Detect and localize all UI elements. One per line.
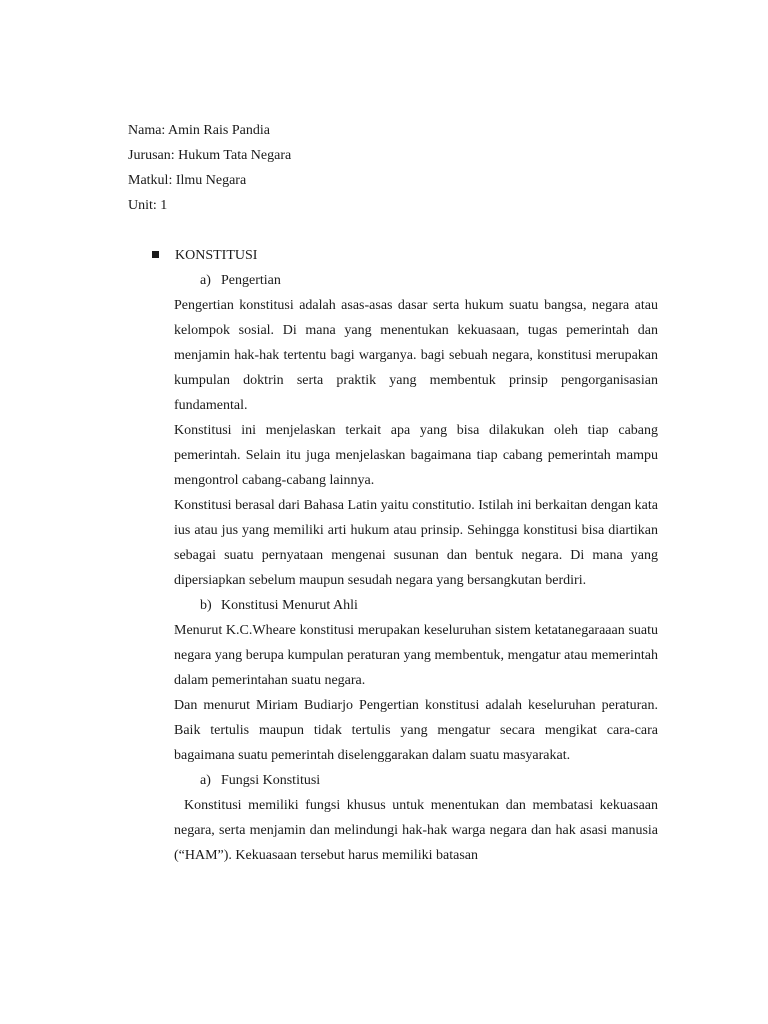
student-major: Jurusan: Hukum Tata Negara <box>128 148 292 163</box>
subheading-letter: a) <box>200 273 211 288</box>
paragraph: Menurut K.C.Wheare konstitusi merupakan keseluruhan sistem ketatanegaraaan suatu negara yang berupa kumpulan peraturan yang membentuk, mengatur atau memerintah dalam pemerintahan suatu negara. <box>174 623 658 688</box>
subheading-pengertian <box>174 268 658 293</box>
section-title: KONSTITUSI <box>175 248 258 263</box>
section-body <box>174 268 658 868</box>
subheading-letter: a) <box>200 773 211 788</box>
subheading-title: Fungsi Konstitusi <box>221 773 321 788</box>
paragraph: Konstitusi memiliki fungsi khusus untuk menentukan dan membatasi kekuasaan negara, serta menjamin dan melindungi hak-hak warga negara dan hak asasi manusia (“HAM”). Kekuasaan tersebut harus memiliki batasan <box>174 798 658 863</box>
course-name: Matkul: Ilmu Negara <box>128 173 247 188</box>
subheading-title: Pengertian <box>221 273 281 288</box>
subheading-letter: b) <box>200 598 212 613</box>
paragraph: Pengertian konstitusi adalah asas-asas dasar serta hukum suatu bangsa, negara atau kelompok sosial. Di mana yang menentukan kekuasaan, tugas pemerintah dan menjamin hak-hak tertentu bagi warganya. bagi sebuah negara, konstitusi merupakan kumpulan doktrin serta praktik yang membentuk prinsip pengorganisasian fundamental. <box>174 298 658 413</box>
subheading-menurut-ahli <box>174 593 658 618</box>
student-info <box>128 118 668 218</box>
paragraph: Dan menurut Miriam Budiarjo Pengertian konstitusi adalah keseluruhan peraturan. Baik tertulis maupun tidak tertulis yang mengatur secara mengikat cara-cara bagaimana suatu pemerintah diselenggarakan dalam suatu masyarakat. <box>174 698 658 763</box>
square-bullet-icon <box>152 251 159 258</box>
unit-number: Unit: 1 <box>128 198 168 213</box>
paragraph: Konstitusi ini menjelaskan terkait apa yang bisa dilakukan oleh tiap cabang pemerintah. Selain itu juga menjelaskan bagaimana tiap cabang pemerintah mampu mengontrol cabang-cabang lainnya. <box>174 423 658 488</box>
subheading-title: Konstitusi Menurut Ahli <box>221 598 358 613</box>
student-name: Nama: Amin Rais Pandia <box>128 123 270 138</box>
section-heading <box>152 243 257 268</box>
paragraph: Konstitusi berasal dari Bahasa Latin yaitu constitutio. Istilah ini berkaitan dengan kata ius atau jus yang memiliki arti hukum atau prinsip. Sehingga konstitusi bisa diartikan sebagai suatu pernyataan mengenai susunan dan bentuk negara. Di mana yang dipersiapkan sebelum maupun sesudah negara yang bersangkutan berdiri. <box>174 498 658 588</box>
subheading-fungsi <box>174 768 658 793</box>
